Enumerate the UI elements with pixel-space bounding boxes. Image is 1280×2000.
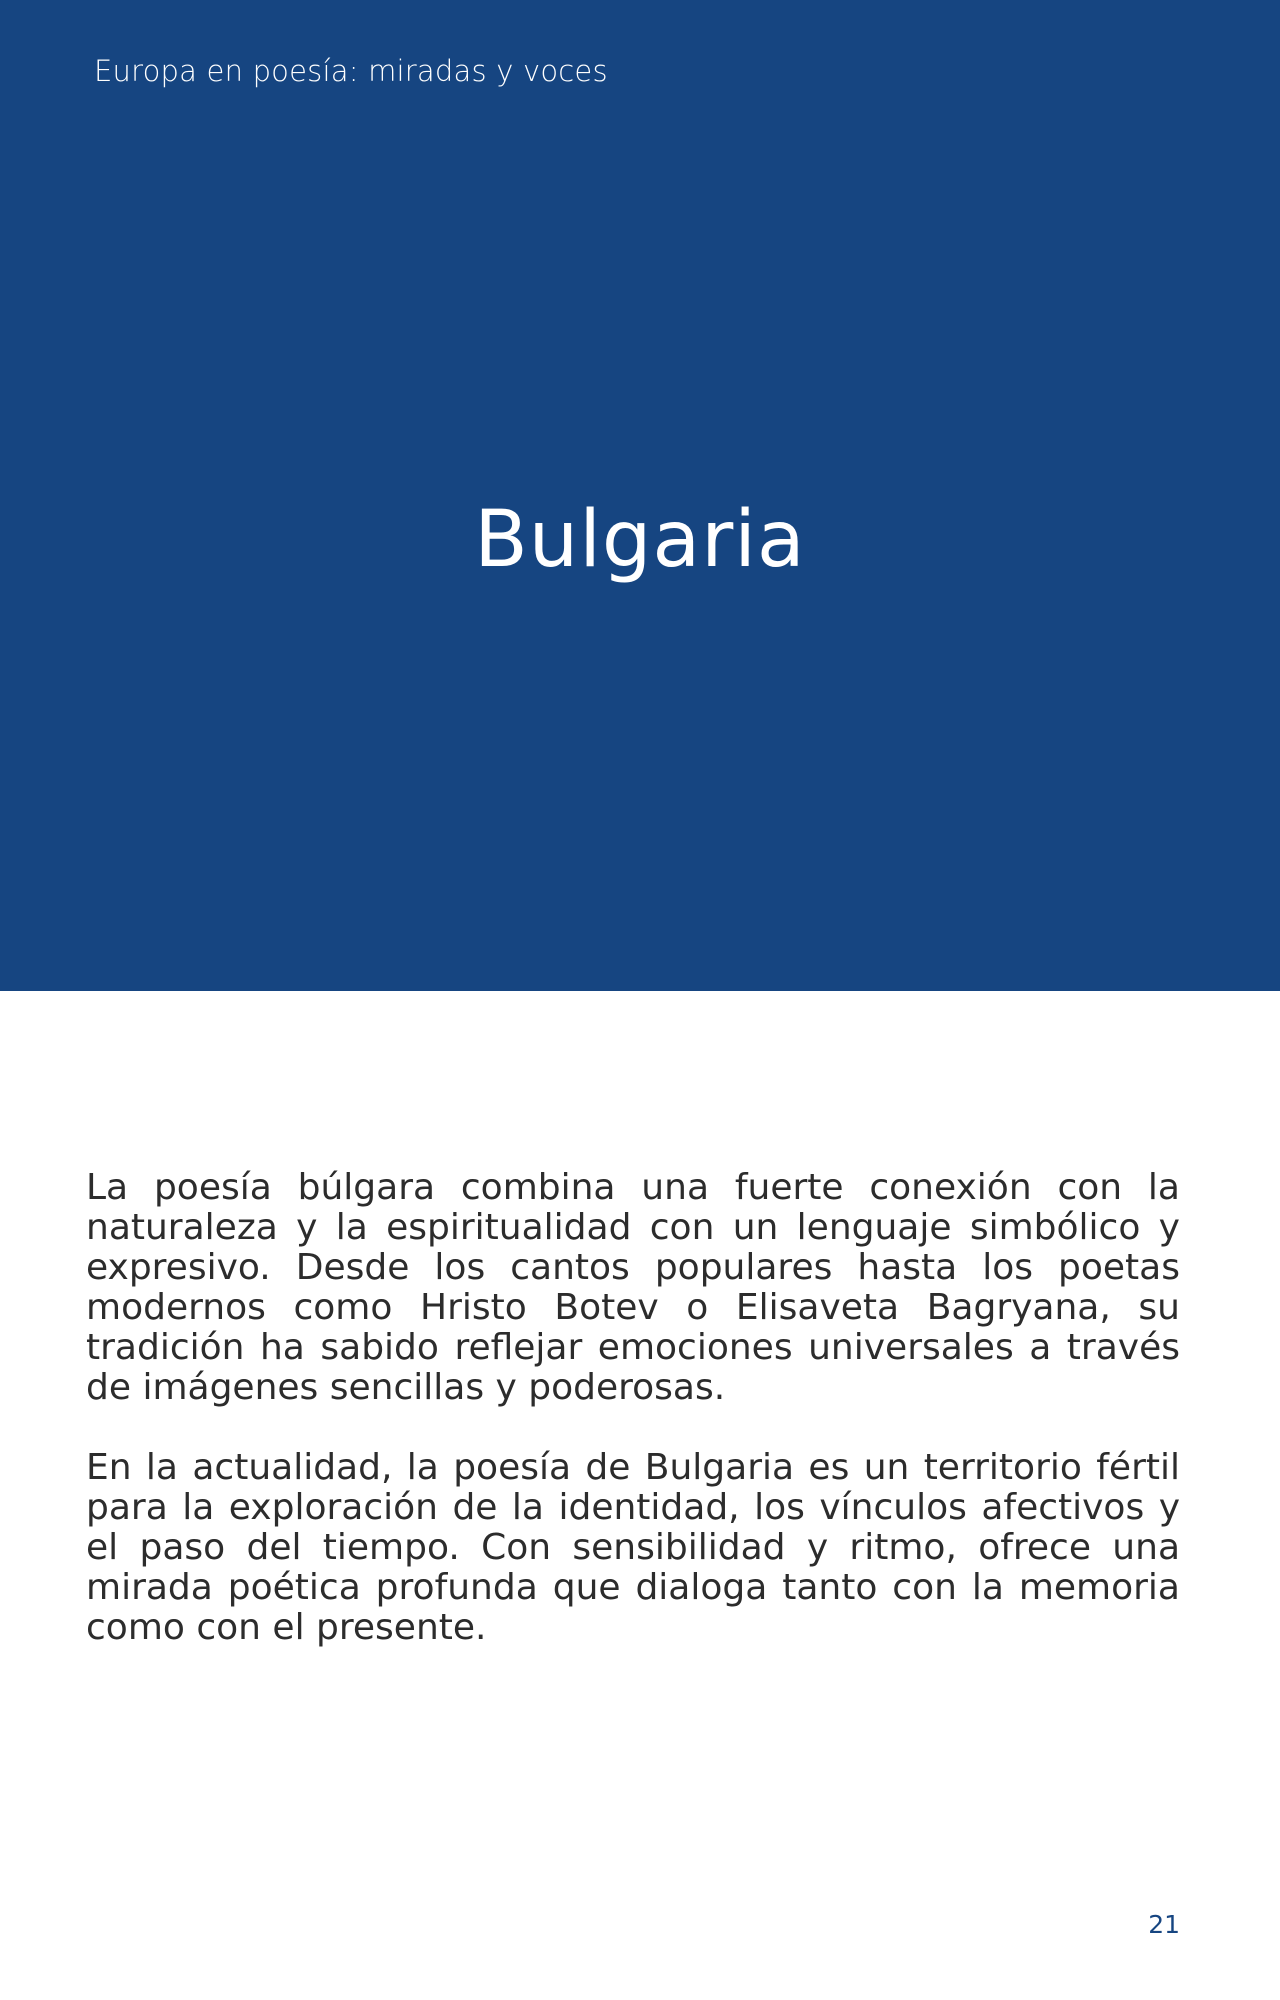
- page-number: 21: [1148, 1910, 1180, 1939]
- paragraph: En la actualidad, la poesía de Bulgaria es un territorio fértil para la exploración de la identidad, los vínculos afectivos y el paso del tiempo. Con sensibilidad y ritmo, ofrece una mirada poética profunda que dialoga tanto con la memoria como con el presente.: [86, 1447, 1180, 1648]
- paragraph: La poesía búlgara combina una fuerte conexión con la naturaleza y la espiritualidad con un lenguaje simbólico y expresivo. Desde los cantos populares hasta los poetas modernos como Hristo Botev o Elisaveta Bagryana, su tradición ha sabido reflejar emociones universales a través de imágenes sencillas y poderosas.: [86, 1167, 1180, 1408]
- chapter-title: Bulgaria: [474, 495, 806, 586]
- body-text: [86, 1168, 1180, 1688]
- running-header: Europa en poesía: miradas y voces: [94, 54, 608, 88]
- title-banner: [0, 0, 1280, 991]
